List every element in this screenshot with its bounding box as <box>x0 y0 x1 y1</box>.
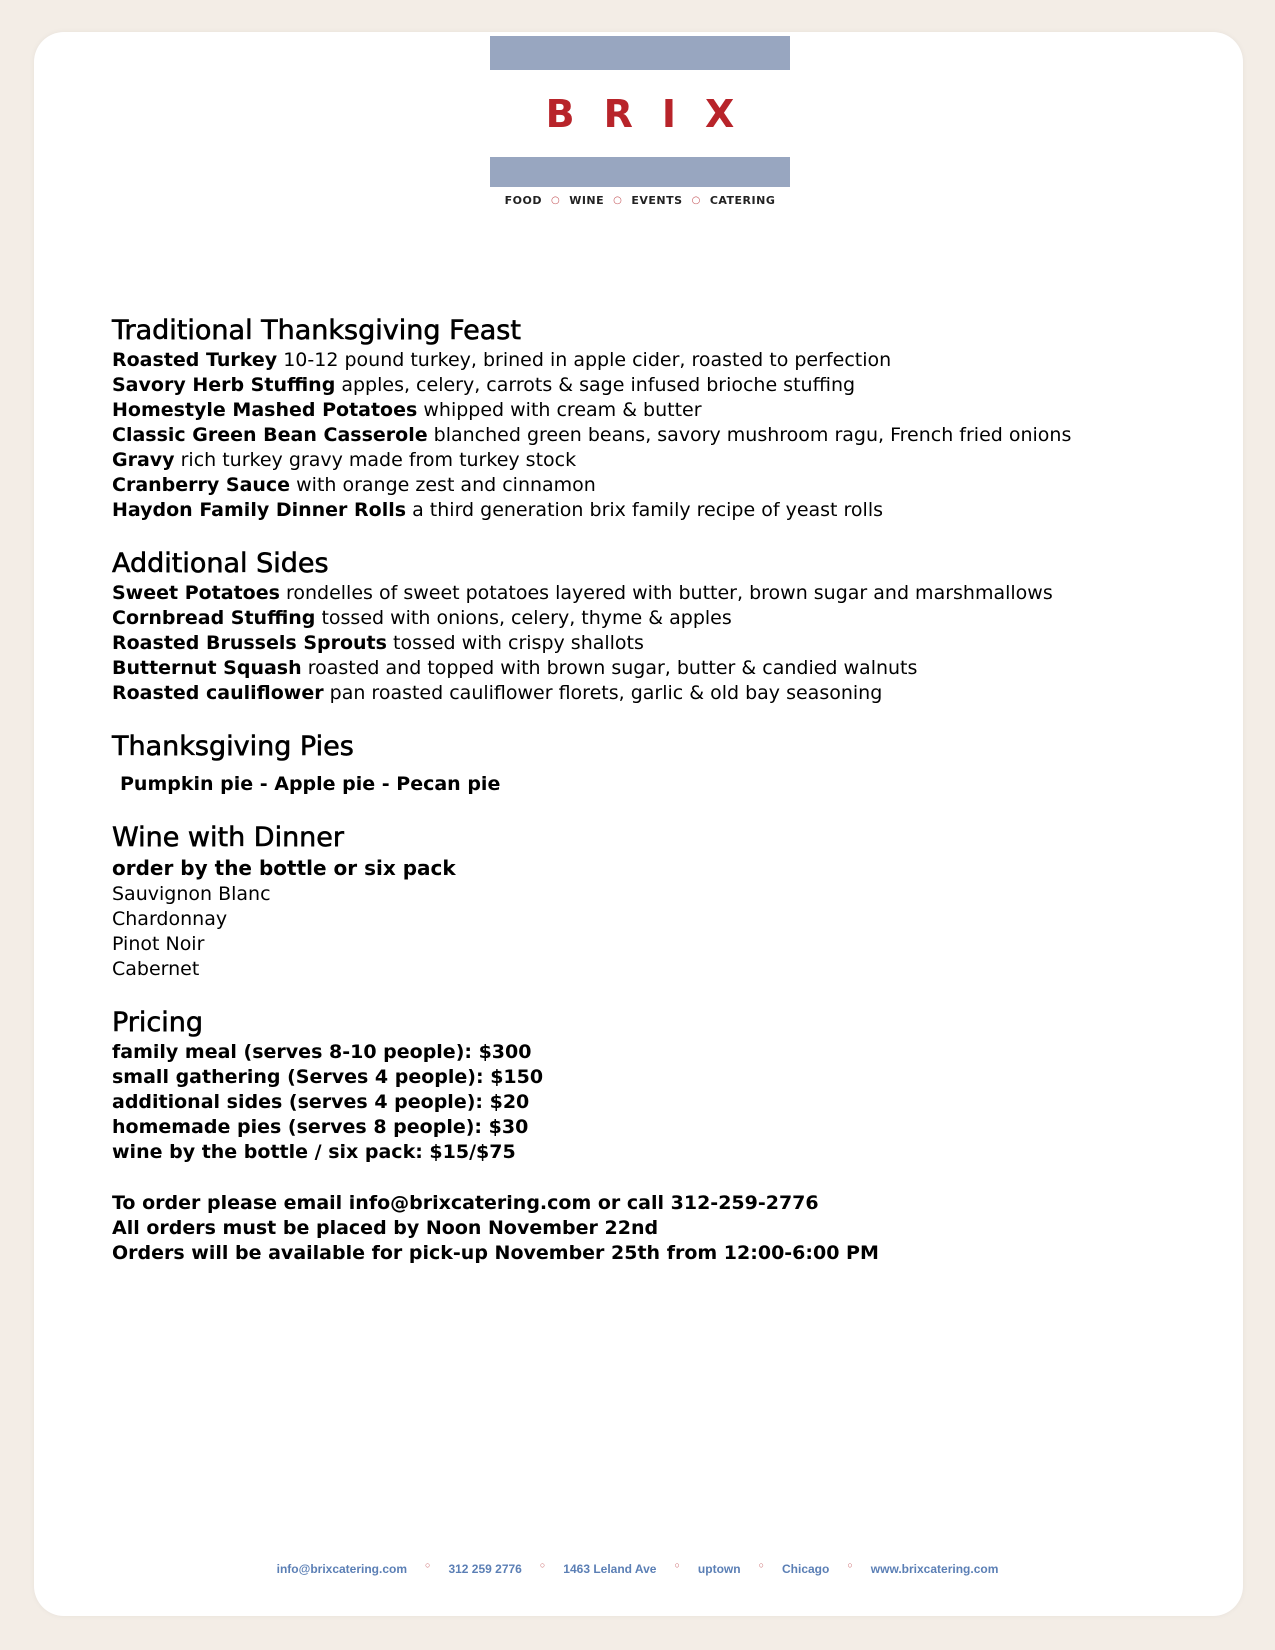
footer-neighborhood: uptown <box>697 1562 741 1576</box>
wine-item: Cabernet <box>112 958 200 980</box>
logo-bottom-bar <box>490 157 790 187</box>
bullet-icon: ○ <box>758 1560 764 1570</box>
menu-item <box>112 348 1112 373</box>
logo-taglines <box>490 194 790 207</box>
price-line: wine by the bottle / six pack: $15/$75 <box>112 1141 516 1163</box>
menu-content <box>112 314 1112 1290</box>
item-name: Butternut Squash <box>112 657 302 679</box>
item-name: Cornbread Stuffing <box>112 607 316 629</box>
footer-email[interactable]: info@brixcatering.com <box>276 1562 408 1576</box>
section-wine <box>112 821 1112 982</box>
order-line: All orders must be placed by Noon November 22nd <box>112 1217 659 1239</box>
item-desc: blanched green beans, savory mushroom ragu, French fried onions <box>433 424 1072 446</box>
item-desc: tossed with crispy shallots <box>393 632 644 654</box>
item-name: Classic Green Bean Casserole <box>112 424 428 446</box>
item-desc: pan roasted cauliflower florets, garlic & old bay seasoning <box>329 682 883 704</box>
item-desc: apples, celery, carrots & sage infused brioche stuffing <box>341 374 856 396</box>
bullet-icon: ○ <box>550 195 561 206</box>
bullet-icon: ○ <box>613 195 623 206</box>
tagline-events: EVENTS <box>631 194 683 207</box>
price-line: small gathering (Serves 4 people): $150 <box>112 1066 544 1088</box>
footer-website[interactable]: www.brixcatering.com <box>870 1562 999 1576</box>
section-title: Additional Sides <box>112 548 329 579</box>
section-title: Traditional Thanksgiving Feast <box>112 315 521 346</box>
footer-phone: 312 259 2776 <box>448 1562 522 1576</box>
wine-item: Sauvignon Blanc <box>112 883 271 905</box>
wine-subtitle: order by the bottle or six pack <box>112 856 456 880</box>
bullet-icon: ○ <box>674 1560 680 1570</box>
item-name: Cranberry Sauce <box>112 474 291 496</box>
brix-logo <box>490 36 790 207</box>
bullet-icon: ○ <box>691 195 701 206</box>
order-info <box>112 1191 1112 1266</box>
tagline-wine: WINE <box>569 194 605 207</box>
section-title: Pricing <box>112 1007 204 1038</box>
menu-item <box>112 373 1112 398</box>
bullet-icon: ○ <box>847 1560 853 1570</box>
menu-item <box>112 498 1112 523</box>
menu-item <box>112 423 1112 448</box>
price-line: additional sides (serves 4 people): $20 <box>112 1091 530 1113</box>
order-line: Orders will be available for pick-up November 25th from 12:00-6:00 PM <box>112 1242 879 1264</box>
footer-city: Chicago <box>782 1562 830 1576</box>
footer-address: 1463 Leland Ave <box>563 1562 657 1576</box>
item-desc: roasted and topped with brown sugar, butter & candied walnuts <box>307 657 918 679</box>
menu-item <box>112 473 1112 498</box>
pies-list: Pumpkin pie - Apple pie - Pecan pie <box>120 773 501 795</box>
item-name: Roasted Turkey <box>112 349 278 371</box>
item-name: Haydon Family Dinner Rolls <box>112 499 407 521</box>
menu-item <box>112 681 1112 706</box>
contact-footer <box>0 1562 1275 1576</box>
section-pies <box>112 730 1112 797</box>
tagline-catering: CATERING <box>709 194 776 207</box>
item-name: Gravy <box>112 449 175 471</box>
item-desc: a third generation brix family recipe of yeast rolls <box>412 499 884 521</box>
wine-item: Pinot Noir <box>112 933 205 955</box>
item-name: Roasted Brussels Sprouts <box>112 632 387 654</box>
section-title: Thanksgiving Pies <box>112 731 354 762</box>
item-desc: rondelles of sweet potatoes layered with butter, brown sugar and marshmallows <box>285 582 1053 604</box>
logo-wordmark-area <box>490 70 790 157</box>
bullet-icon: ○ <box>425 1560 431 1570</box>
menu-item <box>112 631 1112 656</box>
section-feast <box>112 314 1112 523</box>
section-pricing <box>112 1006 1112 1266</box>
menu-item <box>112 581 1112 606</box>
item-desc: whipped with cream & butter <box>423 399 702 421</box>
menu-item <box>112 606 1112 631</box>
item-desc: 10-12 pound turkey, brined in apple cider, roasted to perfection <box>283 349 892 371</box>
order-line: To order please email info@brixcatering.com or call 312-259-2776 <box>112 1192 819 1214</box>
price-line: family meal (serves 8-10 people): $300 <box>112 1041 532 1063</box>
item-name: Homestyle Mashed Potatoes <box>112 399 418 421</box>
item-desc: tossed with onions, celery, thyme & apples <box>321 607 732 629</box>
logo-wordmark: BRIX <box>545 91 764 136</box>
section-additional-sides <box>112 547 1112 706</box>
menu-item <box>112 656 1112 681</box>
item-desc: rich turkey gravy made from turkey stock <box>180 449 577 471</box>
item-name: Roasted cauliflower <box>112 682 324 704</box>
price-line: homemade pies (serves 8 people): $30 <box>112 1116 529 1138</box>
section-title: Wine with Dinner <box>112 822 345 853</box>
logo-top-bar <box>490 36 790 70</box>
item-desc: with orange zest and cinnamon <box>296 474 596 496</box>
item-name: Sweet Potatoes <box>112 582 280 604</box>
tagline-food: FOOD <box>504 194 542 207</box>
bullet-icon: ○ <box>539 1560 546 1570</box>
item-name: Savory Herb Stuffing <box>112 374 336 396</box>
menu-item <box>112 398 1112 423</box>
wine-item: Chardonnay <box>112 908 228 930</box>
menu-item <box>112 448 1112 473</box>
